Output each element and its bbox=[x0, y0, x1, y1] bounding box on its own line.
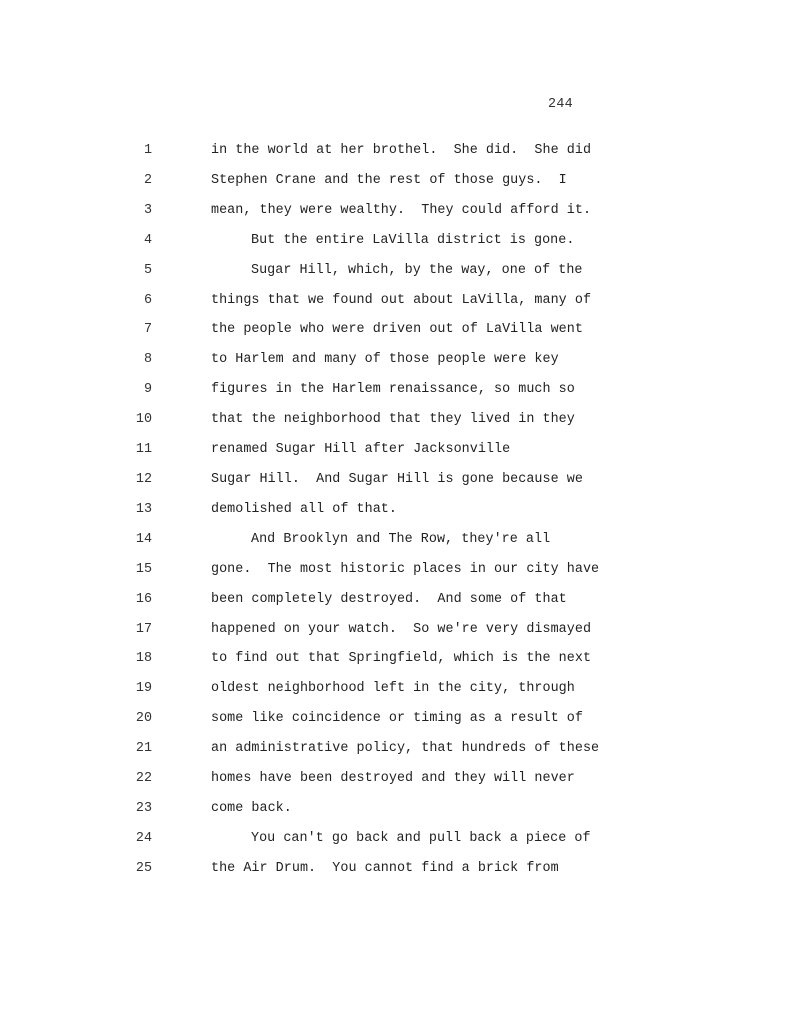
transcript-line bbox=[0, 621, 800, 651]
transcript-line bbox=[0, 770, 800, 800]
line-text: homes have been destroyed and they will never bbox=[211, 771, 575, 787]
line-number: 1 bbox=[143, 143, 152, 158]
transcript-line bbox=[0, 740, 800, 770]
line-number: 10 bbox=[135, 412, 152, 428]
transcript-line bbox=[0, 262, 800, 292]
transcript-line bbox=[0, 680, 800, 710]
line-number: 24 bbox=[135, 830, 152, 846]
transcript-line bbox=[0, 591, 800, 621]
line-number: 20 bbox=[135, 711, 152, 727]
line-number: 9 bbox=[143, 382, 152, 398]
line-text: in the world at her brothel. She did. She did bbox=[211, 143, 592, 158]
line-number: 14 bbox=[135, 531, 152, 547]
line-text: that the neighborhood that they lived in they bbox=[211, 412, 575, 428]
line-text: an administrative policy, that hundreds of these bbox=[211, 741, 600, 757]
line-text: demolished all of that. bbox=[211, 501, 397, 517]
line-number: 15 bbox=[135, 561, 152, 577]
transcript-line bbox=[0, 830, 800, 860]
line-text: the Air Drum. You cannot find a brick from bbox=[211, 860, 559, 876]
transcript-line bbox=[0, 441, 800, 471]
line-text: happened on your watch. So we're very dismayed bbox=[211, 621, 592, 637]
line-text: figures in the Harlem renaissance, so much so bbox=[211, 382, 575, 398]
line-number: 8 bbox=[143, 352, 152, 368]
line-text: renamed Sugar Hill after Jacksonville bbox=[211, 442, 511, 458]
line-text: the people who were driven out of LaVilla went bbox=[211, 322, 583, 338]
line-number: 5 bbox=[143, 262, 152, 278]
line-text: Sugar Hill. And Sugar Hill is gone because we bbox=[211, 471, 583, 487]
transcript-line bbox=[0, 142, 800, 172]
line-number: 23 bbox=[135, 800, 152, 816]
line-text: to find out that Springfield, which is the next bbox=[211, 651, 592, 667]
line-number: 17 bbox=[135, 621, 152, 637]
line-number: 12 bbox=[135, 471, 152, 487]
line-text: Stephen Crane and the rest of those guys. I bbox=[211, 172, 567, 188]
line-text: to Harlem and many of those people were key bbox=[211, 352, 559, 368]
line-number: 11 bbox=[135, 442, 152, 458]
line-text: come back. bbox=[211, 800, 292, 816]
transcript-line bbox=[0, 860, 800, 890]
transcript-line bbox=[0, 561, 800, 591]
line-text: oldest neighborhood left in the city, through bbox=[211, 681, 575, 697]
line-text: mean, they were wealthy. They could afford it. bbox=[211, 202, 592, 218]
line-number: 4 bbox=[143, 232, 152, 248]
transcript-line bbox=[0, 411, 800, 441]
line-number: 3 bbox=[143, 202, 152, 218]
line-text: You can't go back and pull back a piece of bbox=[251, 830, 591, 846]
line-text: And Brooklyn and The Row, they're all bbox=[251, 531, 551, 547]
line-number: 22 bbox=[135, 771, 152, 787]
line-number: 19 bbox=[135, 681, 152, 697]
transcript-line bbox=[0, 232, 800, 262]
transcript-line bbox=[0, 471, 800, 501]
page-number: 244 bbox=[548, 97, 574, 112]
line-text: been completely destroyed. And some of that bbox=[211, 591, 567, 607]
line-number: 6 bbox=[143, 292, 152, 308]
transcript-line bbox=[0, 800, 800, 830]
line-text: Sugar Hill, which, by the way, one of the bbox=[251, 262, 583, 278]
line-number: 16 bbox=[135, 591, 152, 607]
transcript-line bbox=[0, 321, 800, 351]
line-number: 21 bbox=[135, 741, 152, 757]
transcript-line bbox=[0, 202, 800, 232]
transcript-line bbox=[0, 650, 800, 680]
line-number: 13 bbox=[135, 501, 152, 517]
line-text: things that we found out about LaVilla, many of bbox=[211, 292, 592, 308]
transcript-line bbox=[0, 531, 800, 561]
line-text: But the entire LaVilla district is gone. bbox=[251, 232, 575, 248]
transcript-line bbox=[0, 172, 800, 202]
transcript-line bbox=[0, 710, 800, 740]
line-text: some like coincidence or timing as a result of bbox=[211, 711, 583, 727]
line-number: 18 bbox=[135, 651, 152, 667]
transcript-line bbox=[0, 381, 800, 411]
transcript-line bbox=[0, 292, 800, 322]
transcript-line bbox=[0, 501, 800, 531]
line-number: 25 bbox=[135, 860, 152, 876]
line-text: gone. The most historic places in our city have bbox=[211, 561, 600, 577]
transcript-line bbox=[0, 351, 800, 381]
line-number: 7 bbox=[143, 322, 152, 338]
transcript-lines bbox=[0, 142, 800, 890]
line-number: 2 bbox=[143, 172, 152, 188]
